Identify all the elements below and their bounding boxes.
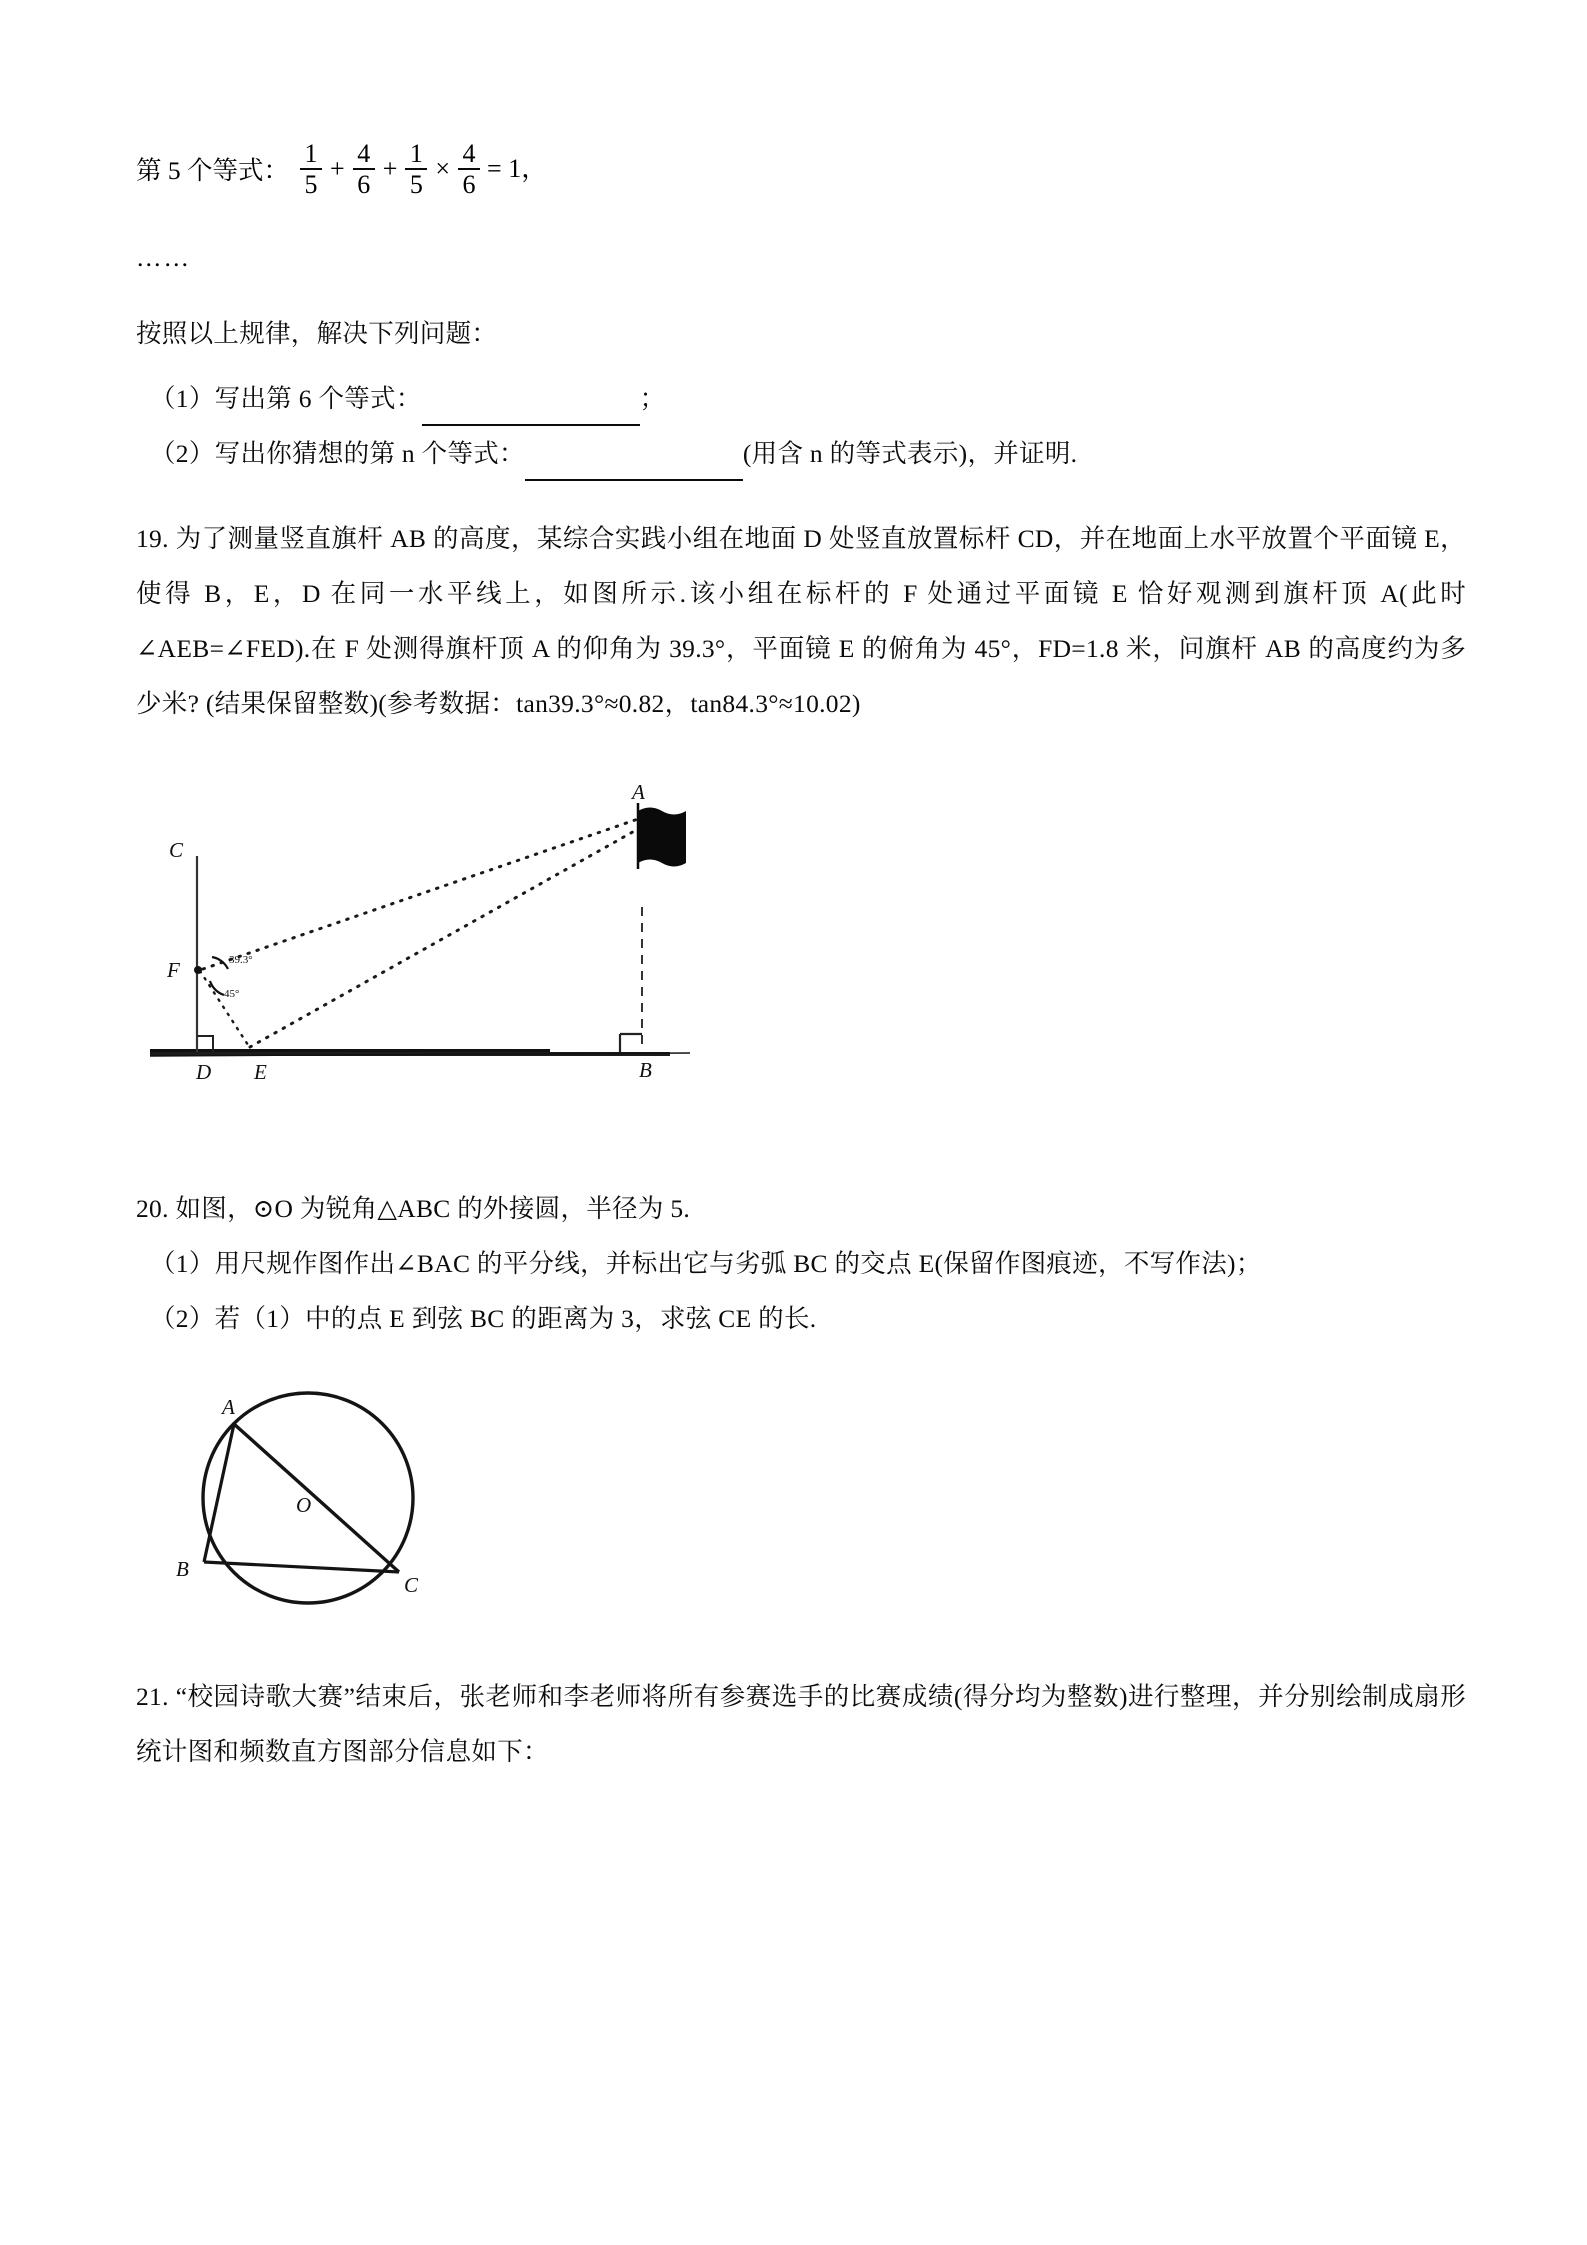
label-e: E	[254, 1060, 267, 1084]
observer-point-f	[194, 966, 202, 974]
sub-question-2-blank[interactable]	[525, 457, 743, 481]
label-vertex-c: C	[404, 1573, 419, 1597]
fraction-3	[405, 140, 427, 198]
question-21-number: 21.	[136, 1682, 169, 1711]
figure-flagpole-mirror	[150, 759, 710, 1159]
figure-circumscribed-circle	[156, 1376, 506, 1631]
sight-line-fa	[203, 819, 638, 969]
label-vertex-a: A	[222, 1395, 235, 1419]
sub-question-1-label: （1）写出第 6 个等式：	[150, 384, 422, 413]
fraction-3-denominator: 5	[409, 169, 423, 199]
label-f: F	[167, 958, 180, 982]
angle-label-39: 39.3°	[229, 954, 253, 966]
angle-label-45: 45°	[224, 988, 240, 1000]
fraction-4-numerator: 4	[462, 138, 476, 168]
operator-1: +	[330, 154, 345, 183]
equation-expression	[297, 140, 547, 198]
page-content	[136, 0, 1466, 1779]
ray-line-ea	[250, 829, 638, 1047]
label-vertex-b: B	[176, 1557, 189, 1581]
question-19	[136, 511, 1466, 731]
label-b: B	[639, 1058, 652, 1082]
equation-line-5	[136, 126, 1466, 212]
fraction-2-numerator: 4	[357, 138, 371, 168]
fraction-1-denominator: 5	[304, 169, 318, 199]
sub-question-1	[136, 371, 1466, 426]
label-a: A	[632, 780, 645, 804]
sub-question-1-suffix: ；	[639, 384, 666, 413]
instruction-line: 按照以上规律，解决下列问题：	[136, 319, 498, 348]
fraction-1-numerator: 1	[304, 138, 318, 168]
flag-shape	[638, 808, 686, 867]
angle-arc-45	[210, 981, 224, 995]
question-20-stem: 如图，⊙O 为锐角△ABC 的外接圆，半径为 5.	[175, 1194, 691, 1223]
label-c: C	[169, 838, 184, 862]
fraction-1	[300, 140, 322, 198]
label-center-o: O	[296, 1493, 312, 1517]
fraction-4-denominator: 6	[462, 169, 476, 199]
fraction-2-denominator: 6	[357, 169, 371, 199]
operator-3: ×	[435, 154, 451, 183]
sub-question-2-label: （2）写出你猜想的第 n 个等式：	[150, 439, 525, 468]
label-d: D	[196, 1060, 212, 1084]
sub-question-2-suffix: (用含 n 的等式表示)，并证明.	[742, 439, 1078, 468]
question-19-number: 19.	[136, 524, 169, 553]
equation-result: = 1，	[487, 154, 548, 183]
ellipsis-line: ……	[136, 243, 191, 272]
question-20-part-1: （1）用尺规作图作出∠BAC 的平分线，并标出它与劣弧 BC 的交点 E(保留作图痕迹，不写作法)；	[150, 1249, 1262, 1278]
fraction-4	[458, 140, 480, 198]
operator-2: +	[382, 154, 398, 183]
question-19-body: 为了测量竖直旗杆 AB 的高度，某综合实践小组在地面 D 处竖直放置标杆 CD，并在地面上水平放置个平面镜 E，使得 B，E，D 在同一水平线上，如图所示.该小组在标杆的 F 处通过平面镜 E 恰好观测到旗杆顶 A(此时∠AEB=∠FED).在 F 处测得旗杆顶 A 的仰角为 39.3°，平面镜 E 的俯角为 45°，FD=1.8 米，问旗杆 AB 的高度约为多少米? (结果保留整数)(参考数据：tan39.3°≈0.82，tan84.3°≈10.02)	[136, 524, 1466, 718]
question-21	[136, 1669, 1466, 1779]
fraction-3-numerator: 1	[409, 138, 423, 168]
sub-question-1-blank[interactable]	[422, 402, 640, 426]
question-20-number: 20.	[136, 1194, 169, 1223]
fraction-2	[353, 140, 375, 198]
equation-lead-text: 第 5 个等式：	[136, 156, 290, 185]
segment-ac	[234, 1424, 399, 1572]
question-21-body: “校园诗歌大赛”结束后，张老师和李老师将所有参赛选手的比赛成绩(得分均为整数)进行整理，并分别绘制成扇形统计图和频数直方图部分信息如下：	[136, 1682, 1466, 1766]
sub-question-2	[136, 426, 1466, 481]
question-20-stem-row	[136, 1181, 1466, 1236]
question-20-part-2: （2）若（1）中的点 E 到弦 BC 的距离为 3，求弦 CE 的长.	[150, 1304, 817, 1333]
